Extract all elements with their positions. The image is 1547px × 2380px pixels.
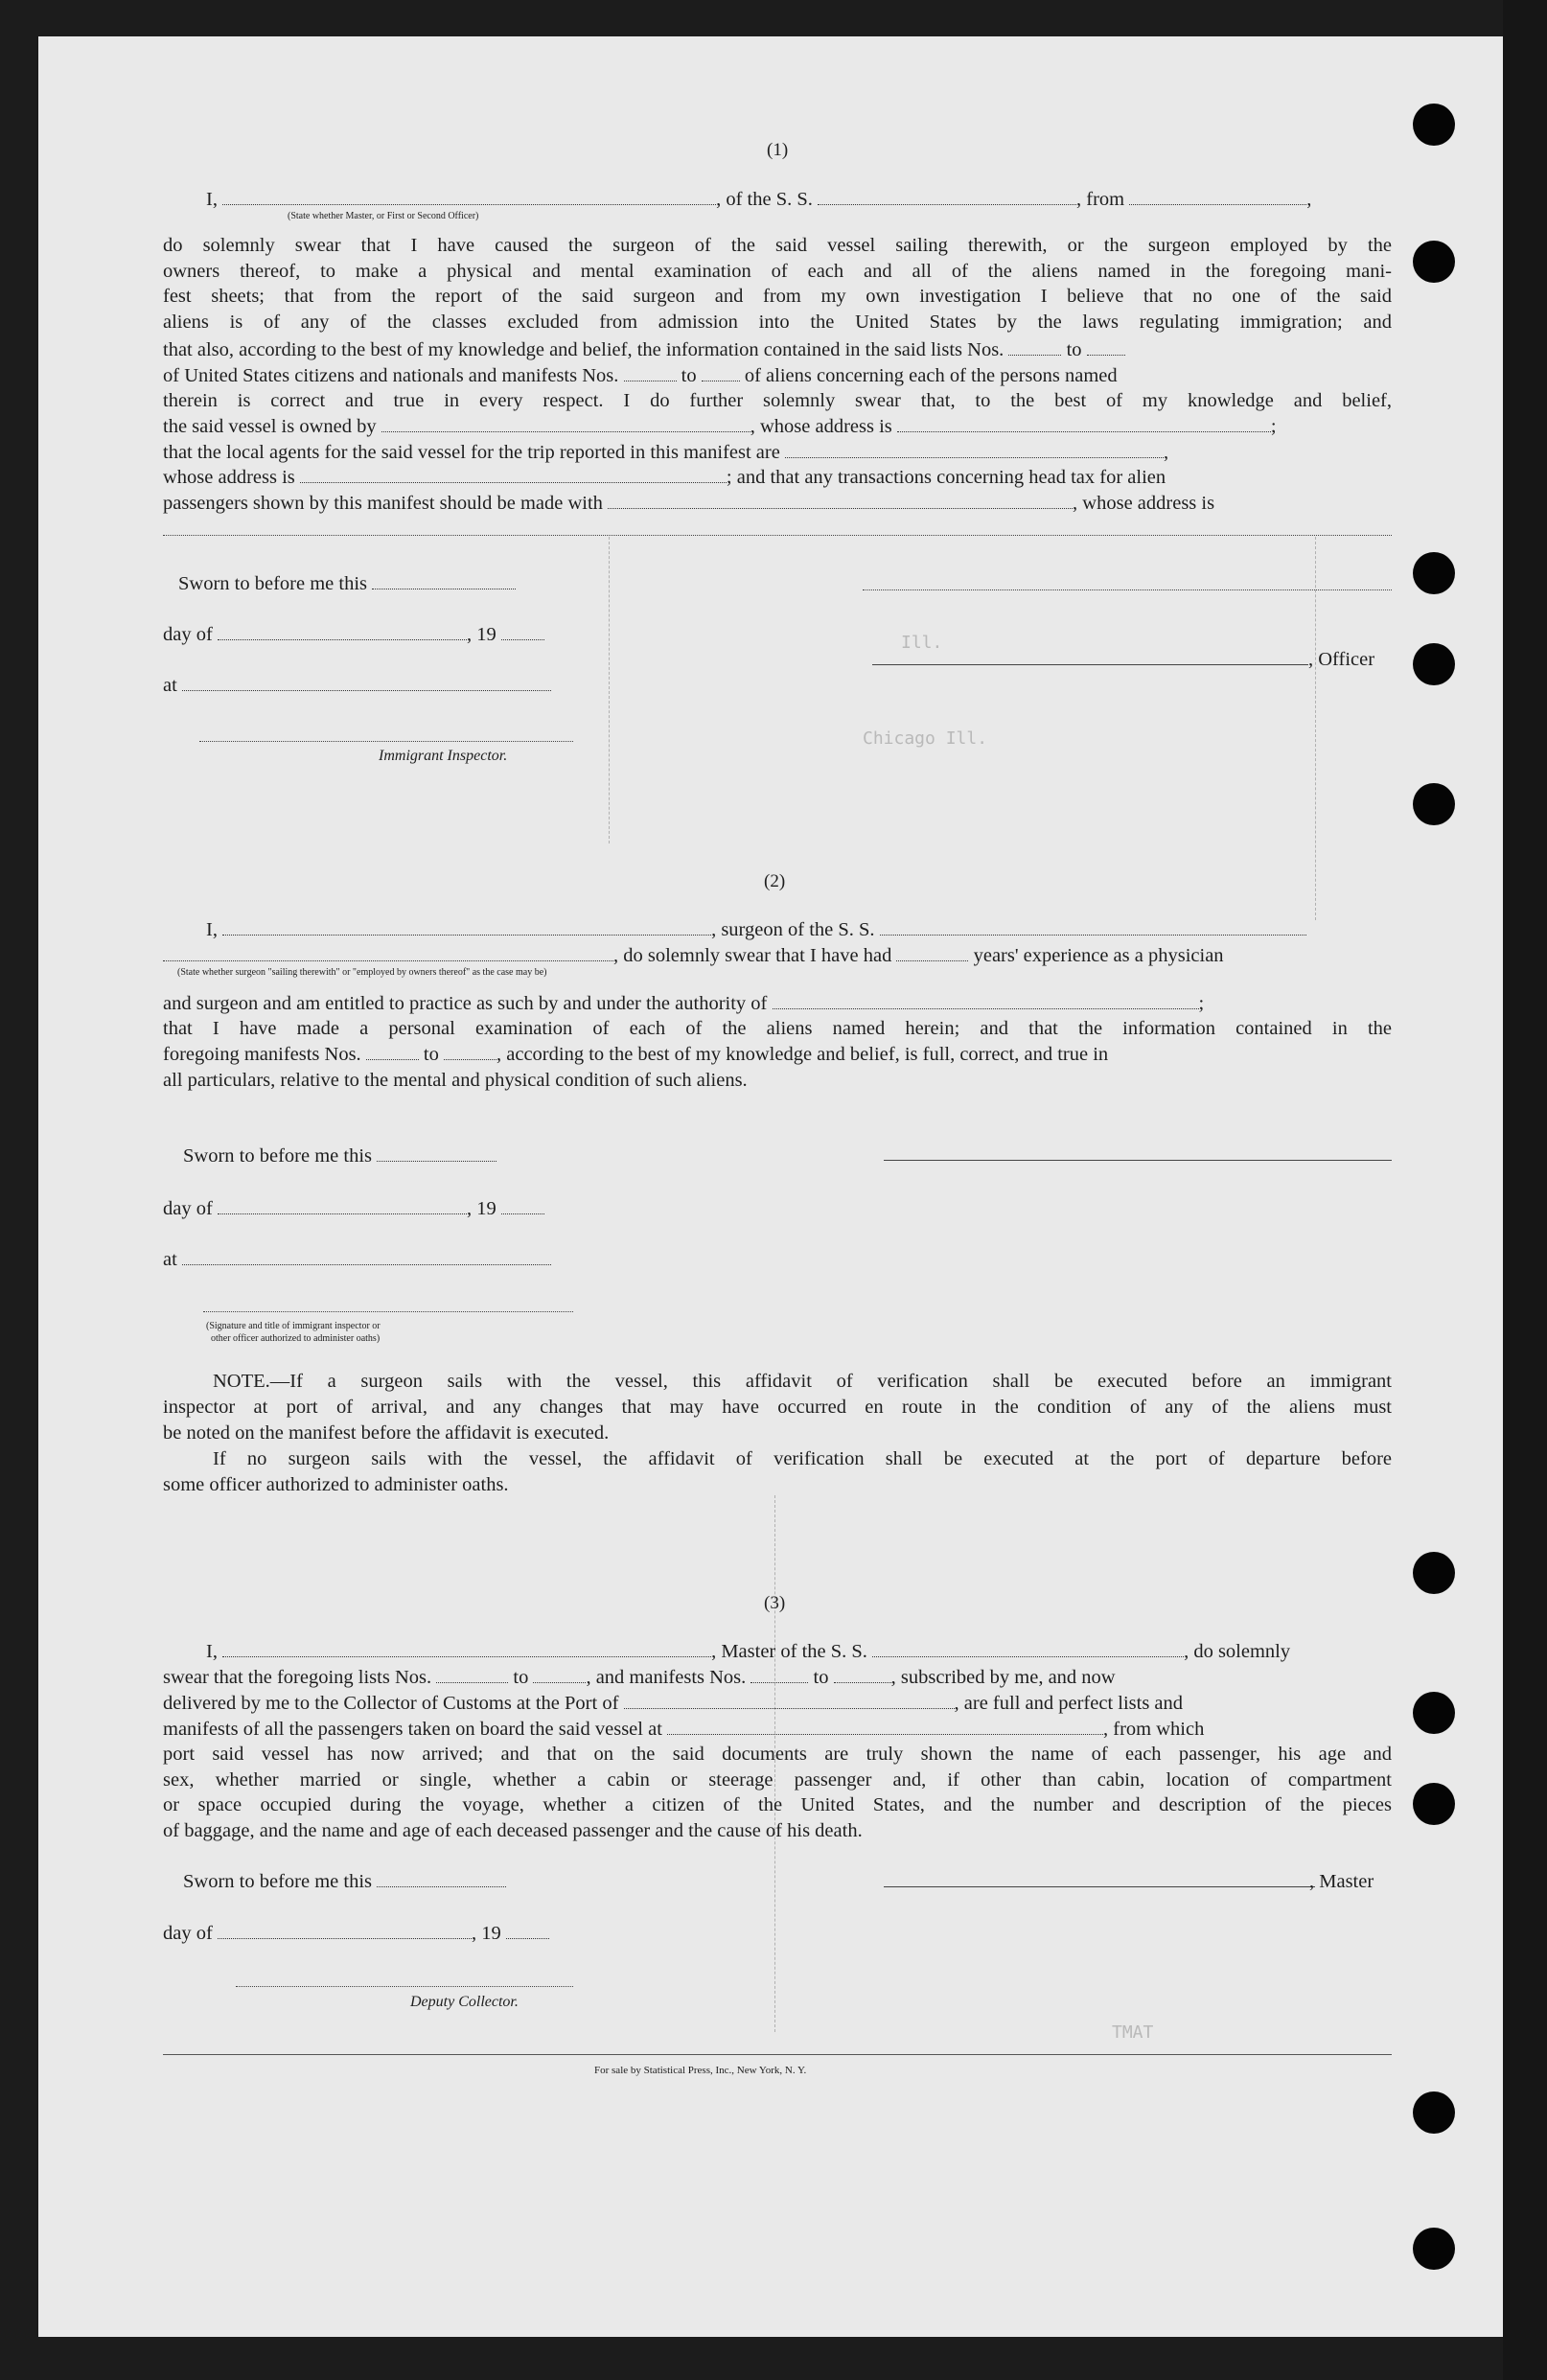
sec1-text-line: owners thereof, to make a physical and mental examination of each and all of the aliens named in the foregoing mani- bbox=[163, 260, 1392, 282]
officer-signature-line-top[interactable] bbox=[863, 589, 1392, 590]
footer-rule bbox=[163, 2054, 1392, 2055]
sec2-at bbox=[163, 1247, 551, 1272]
inspector-signature-line[interactable] bbox=[199, 741, 573, 742]
sec3-line-1 bbox=[206, 1639, 1290, 1664]
sec1-line-6 bbox=[163, 337, 1125, 362]
sec1-paragraph-a bbox=[163, 233, 1392, 335]
surgeon-status-field[interactable] bbox=[163, 943, 613, 961]
years-experience-field[interactable] bbox=[896, 943, 968, 961]
sec3-lists-label: swear that the foregoing lists Nos. bbox=[163, 1667, 432, 1688]
note-paragraph-2: If no surgeon sails with the vessel, the affidavit of verification shall be executed at the port of departure before bbox=[213, 1448, 1392, 1469]
sworn-year-field[interactable] bbox=[506, 1921, 549, 1939]
punch-hole bbox=[1413, 104, 1455, 146]
sec1-officer-caption: (State whether Master, or First or Second Officer) bbox=[288, 211, 479, 221]
vessel-name-field[interactable] bbox=[818, 187, 1076, 205]
sec2-line-2 bbox=[163, 943, 1224, 968]
owner-address-label: , whose address is bbox=[750, 416, 892, 437]
sec3-line-4 bbox=[163, 1717, 1204, 1742]
note-line-3: be noted on the manifest before the affidavit is executed. bbox=[163, 1422, 610, 1444]
sec3-text-line: port said vessel has now arrived; and that on the said documents are truly shown the name of each passenger, his age and bbox=[163, 1744, 1392, 1765]
sec1-line-7 bbox=[163, 363, 1118, 388]
sec3-i-label: I, bbox=[206, 1641, 218, 1662]
sec2-vessel-field[interactable] bbox=[880, 917, 1306, 936]
deputy-collector-caption: Deputy Collector. bbox=[410, 1994, 519, 2010]
do-solemnly-label: , do solemnly bbox=[1184, 1641, 1291, 1662]
authority-field[interactable] bbox=[773, 991, 1199, 1009]
dayof-label: day of bbox=[163, 624, 213, 645]
sec1-aliens-label: of aliens concerning each of the persons named bbox=[744, 365, 1118, 386]
sec1-at bbox=[163, 673, 551, 698]
sec2-line-4: that I have made a personal examination of each of the aliens named herein; and that the information contained in the bbox=[163, 1018, 1392, 1039]
agent-address-field[interactable] bbox=[300, 465, 727, 483]
transactions-address-field[interactable] bbox=[163, 535, 1392, 536]
note-line-5: some officer authorized to administer oaths. bbox=[163, 1474, 509, 1495]
physician-label: years' experience as a physician bbox=[973, 945, 1224, 966]
arrival-port-field[interactable] bbox=[624, 1691, 955, 1709]
taken-on-board-label: manifests of all the passengers taken on board the said vessel at bbox=[163, 1719, 662, 1740]
punch-hole bbox=[1413, 2091, 1455, 2134]
bleed-through-text: Ill. bbox=[901, 633, 943, 653]
embarkation-port-field[interactable] bbox=[667, 1717, 1103, 1735]
master-name-field[interactable] bbox=[222, 1639, 711, 1657]
sworn-label: Sworn to before me this bbox=[178, 573, 367, 594]
subscribed-label: , subscribed by me, and now bbox=[890, 1667, 1116, 1688]
local-agents-field[interactable] bbox=[785, 440, 1164, 458]
at-label: at bbox=[163, 1249, 177, 1270]
bleed-through-text: Chicago Ill. bbox=[863, 728, 988, 749]
sec1-line-10 bbox=[163, 440, 1168, 465]
sec2-manifests-label: foregoing manifests Nos. bbox=[163, 1044, 361, 1065]
sec1-semicolon: ; bbox=[1270, 416, 1277, 437]
master-label: , Master bbox=[1309, 1871, 1374, 1892]
master-ss-label: , Master of the S. S. bbox=[711, 1641, 867, 1662]
authority-label: and surgeon and am entitled to practice as such by and under the authority of bbox=[163, 993, 768, 1014]
sworn-year-field[interactable] bbox=[501, 1196, 544, 1214]
sworn-place-field[interactable] bbox=[182, 673, 551, 691]
sec2-signature-caption-1: (Signature and title of immigrant inspector or bbox=[206, 1321, 381, 1331]
sec1-manifests-label: of United States citizens and nationals and manifests Nos. bbox=[163, 365, 619, 386]
sec2-line-3 bbox=[163, 991, 1204, 1016]
sec1-ss-label: , of the S. S. bbox=[716, 189, 813, 210]
sec1-line-12 bbox=[163, 491, 1214, 516]
punch-hole bbox=[1413, 783, 1455, 825]
surgeon-signature-line[interactable] bbox=[884, 1160, 1392, 1161]
immigrant-inspector-caption: Immigrant Inspector. bbox=[379, 748, 508, 764]
punch-hole bbox=[1413, 643, 1455, 685]
from-which-label: , from which bbox=[1103, 1719, 1205, 1740]
sec1-comma: , bbox=[1306, 189, 1312, 210]
sworn-month-field[interactable] bbox=[218, 1196, 467, 1214]
sec3-manifests-to-field[interactable] bbox=[834, 1665, 891, 1683]
sec2-i-label: I, bbox=[206, 919, 218, 940]
perfect-lists-label: , are full and perfect lists and bbox=[954, 1693, 1184, 1714]
sec2-manifests-from-field[interactable] bbox=[366, 1042, 419, 1060]
sec3-text-line: sex, whether married or single, whether a cabin or steerage passenger and, if other than cabin, location of compartment bbox=[163, 1768, 1392, 1791]
sec1-text-line: aliens is of any of the classes excluded from admission into the United States by the laws regulating immigration; and bbox=[163, 312, 1392, 334]
surgeon-name-field[interactable] bbox=[222, 917, 711, 936]
sec3-manifests-label: , and manifests Nos. bbox=[586, 1667, 747, 1688]
lists-from-field[interactable] bbox=[1008, 337, 1061, 356]
sworn-place-field[interactable] bbox=[182, 1247, 551, 1265]
sec1-text-line: fest sheets; that from the report of the said surgeon and from my own investigation I believe that no one of the said bbox=[163, 286, 1392, 308]
sec3-sworn bbox=[183, 1869, 506, 1894]
sec1-to-label-2: to bbox=[681, 365, 697, 386]
owner-name-field[interactable] bbox=[381, 414, 750, 432]
year-label: , 19 bbox=[471, 1923, 501, 1944]
sec1-i-label: I, bbox=[206, 189, 218, 210]
experience-label: , do solemnly swear that I have had bbox=[613, 945, 892, 966]
punch-hole bbox=[1413, 1783, 1455, 1825]
sworn-year-field[interactable] bbox=[501, 622, 544, 640]
year-label: , 19 bbox=[466, 1198, 496, 1219]
sworn-day-field[interactable] bbox=[372, 571, 516, 589]
local-agents-label: that the local agents for the said vessel for the trip reported in this manifest are bbox=[163, 442, 780, 463]
sec2-manifests-to-field[interactable] bbox=[444, 1042, 496, 1060]
master-signature-line[interactable] bbox=[884, 1886, 1315, 1887]
sec1-text-line: do solemnly swear that I have caused the surgeon of the said vessel sailing therewith, or the surgeon employed by the bbox=[163, 235, 1392, 256]
sec1-line-1 bbox=[206, 187, 1311, 212]
sec3-last-line: of baggage, and the name and age of each deceased passenger and the cause of his death. bbox=[163, 1820, 863, 1841]
sec3-text-line: or space occupied during the voyage, whether a citizen of the United States, and the number and description of the pieces bbox=[163, 1794, 1392, 1816]
officer-signature-line[interactable] bbox=[872, 664, 1308, 665]
officer-label: , Officer bbox=[1308, 649, 1375, 670]
sworn-month-field[interactable] bbox=[218, 1921, 472, 1939]
departure-port-field[interactable] bbox=[1129, 187, 1306, 205]
sec2-inspector-signature-line[interactable] bbox=[203, 1311, 573, 1312]
sworn-label: Sworn to before me this bbox=[183, 1145, 372, 1167]
sec1-to-label: to bbox=[1066, 339, 1082, 360]
sec3-lists-to-field[interactable] bbox=[533, 1665, 586, 1683]
sec2-signature-caption-2: other officer authorized to administer oaths) bbox=[211, 1333, 381, 1344]
sec3-lists-from-field[interactable] bbox=[436, 1665, 508, 1683]
owned-by-label: the said vessel is owned by bbox=[163, 416, 377, 437]
sworn-day-field[interactable] bbox=[377, 1869, 506, 1887]
sec1-lists-label: that also, according to the best of my knowledge and belief, the information contained in the said lists Nos. bbox=[163, 339, 1004, 360]
bleed-through-line bbox=[609, 537, 610, 843]
lists-to-field[interactable] bbox=[1087, 337, 1125, 356]
manifests-to-field[interactable] bbox=[702, 363, 740, 381]
transactions-label: passengers shown by this manifest should be made with bbox=[163, 493, 603, 514]
sec3-dayof bbox=[163, 1921, 549, 1946]
sec1-from-label: , from bbox=[1076, 189, 1125, 210]
printer-credit: For sale by Statistical Press, Inc., New York, N. Y. bbox=[594, 2065, 807, 2076]
scan-edge bbox=[1503, 0, 1547, 2380]
note-line: inspector at port of arrival, and any changes that may have occurred en route in the condition of any of the aliens must bbox=[163, 1396, 1392, 1418]
transactions-party-field[interactable] bbox=[608, 491, 1073, 509]
collector-port-label: delivered by me to the Collector of Customs at the Port of bbox=[163, 1693, 619, 1714]
sec3-vessel-field[interactable] bbox=[872, 1639, 1184, 1657]
sec1-dayof bbox=[163, 622, 544, 647]
sec3-to-label-2: to bbox=[813, 1667, 829, 1688]
owner-address-field[interactable] bbox=[897, 414, 1271, 432]
collector-signature-line[interactable] bbox=[236, 1986, 573, 1987]
sec3-line-3 bbox=[163, 1691, 1183, 1716]
sec2-line-6: all particulars, relative to the mental and physical condition of such aliens. bbox=[163, 1070, 748, 1091]
officer-name-field[interactable] bbox=[222, 187, 716, 205]
sec1-sworn bbox=[178, 571, 516, 596]
note-paragraph-1 bbox=[163, 1369, 1392, 1420]
transactions-address-label: , whose address is bbox=[1073, 493, 1215, 514]
bleed-through-text: TMAT bbox=[1112, 2022, 1154, 2043]
sec2-correct-label: , according to the best of my knowledge and belief, is full, correct, and true in bbox=[496, 1044, 1109, 1065]
agent-address-label: whose address is bbox=[163, 467, 295, 488]
head-tax-label: ; and that any transactions concerning head tax for alien bbox=[726, 467, 1166, 488]
section-2-number: (2) bbox=[764, 871, 786, 891]
at-label: at bbox=[163, 675, 177, 696]
sec2-line-1 bbox=[206, 917, 1306, 942]
sec1-line-9 bbox=[163, 414, 1277, 439]
sec3-manifests-from-field[interactable] bbox=[750, 1665, 808, 1683]
sworn-label: Sworn to before me this bbox=[183, 1871, 372, 1892]
sec2-to-label: to bbox=[423, 1044, 439, 1065]
year-label: , 19 bbox=[466, 624, 496, 645]
sec1-line-8: therein is correct and true in every respect. I do further solemnly swear that, to the best of my knowledge and belief, bbox=[163, 390, 1392, 411]
punch-hole bbox=[1413, 552, 1455, 594]
bleed-through-line bbox=[1315, 537, 1316, 920]
sworn-day-field[interactable] bbox=[377, 1144, 496, 1162]
sec2-surgeon-caption: (State whether surgeon "sailing therewith" or "employed by owners thereof" as the case may be) bbox=[177, 967, 547, 978]
manifests-from-field[interactable] bbox=[624, 363, 677, 381]
punch-hole bbox=[1413, 241, 1455, 283]
sec3-paragraph bbox=[163, 1742, 1392, 1818]
sec1-line-11 bbox=[163, 465, 1166, 490]
sec2-semicolon: ; bbox=[1198, 993, 1205, 1014]
sec3-to-label: to bbox=[513, 1667, 529, 1688]
punch-hole bbox=[1413, 1692, 1455, 1734]
sec3-line-2 bbox=[163, 1665, 1116, 1690]
section-1-number: (1) bbox=[767, 140, 789, 160]
section-3-number: (3) bbox=[764, 1593, 786, 1613]
sec2-dayof bbox=[163, 1196, 544, 1221]
surgeon-ss-label: , surgeon of the S. S. bbox=[711, 919, 875, 940]
punch-hole bbox=[1413, 2228, 1455, 2270]
sec2-line-5 bbox=[163, 1042, 1108, 1067]
punch-hole bbox=[1413, 1552, 1455, 1594]
sworn-month-field[interactable] bbox=[218, 622, 467, 640]
sec1-comma-2: , bbox=[1163, 442, 1169, 463]
dayof-label: day of bbox=[163, 1198, 213, 1219]
sec2-sworn bbox=[183, 1144, 496, 1168]
dayof-label: day of bbox=[163, 1923, 213, 1944]
note-line: NOTE.—If a surgeon sails with the vessel, this affidavit of verification shall be executed before an immigrant bbox=[213, 1371, 1392, 1392]
